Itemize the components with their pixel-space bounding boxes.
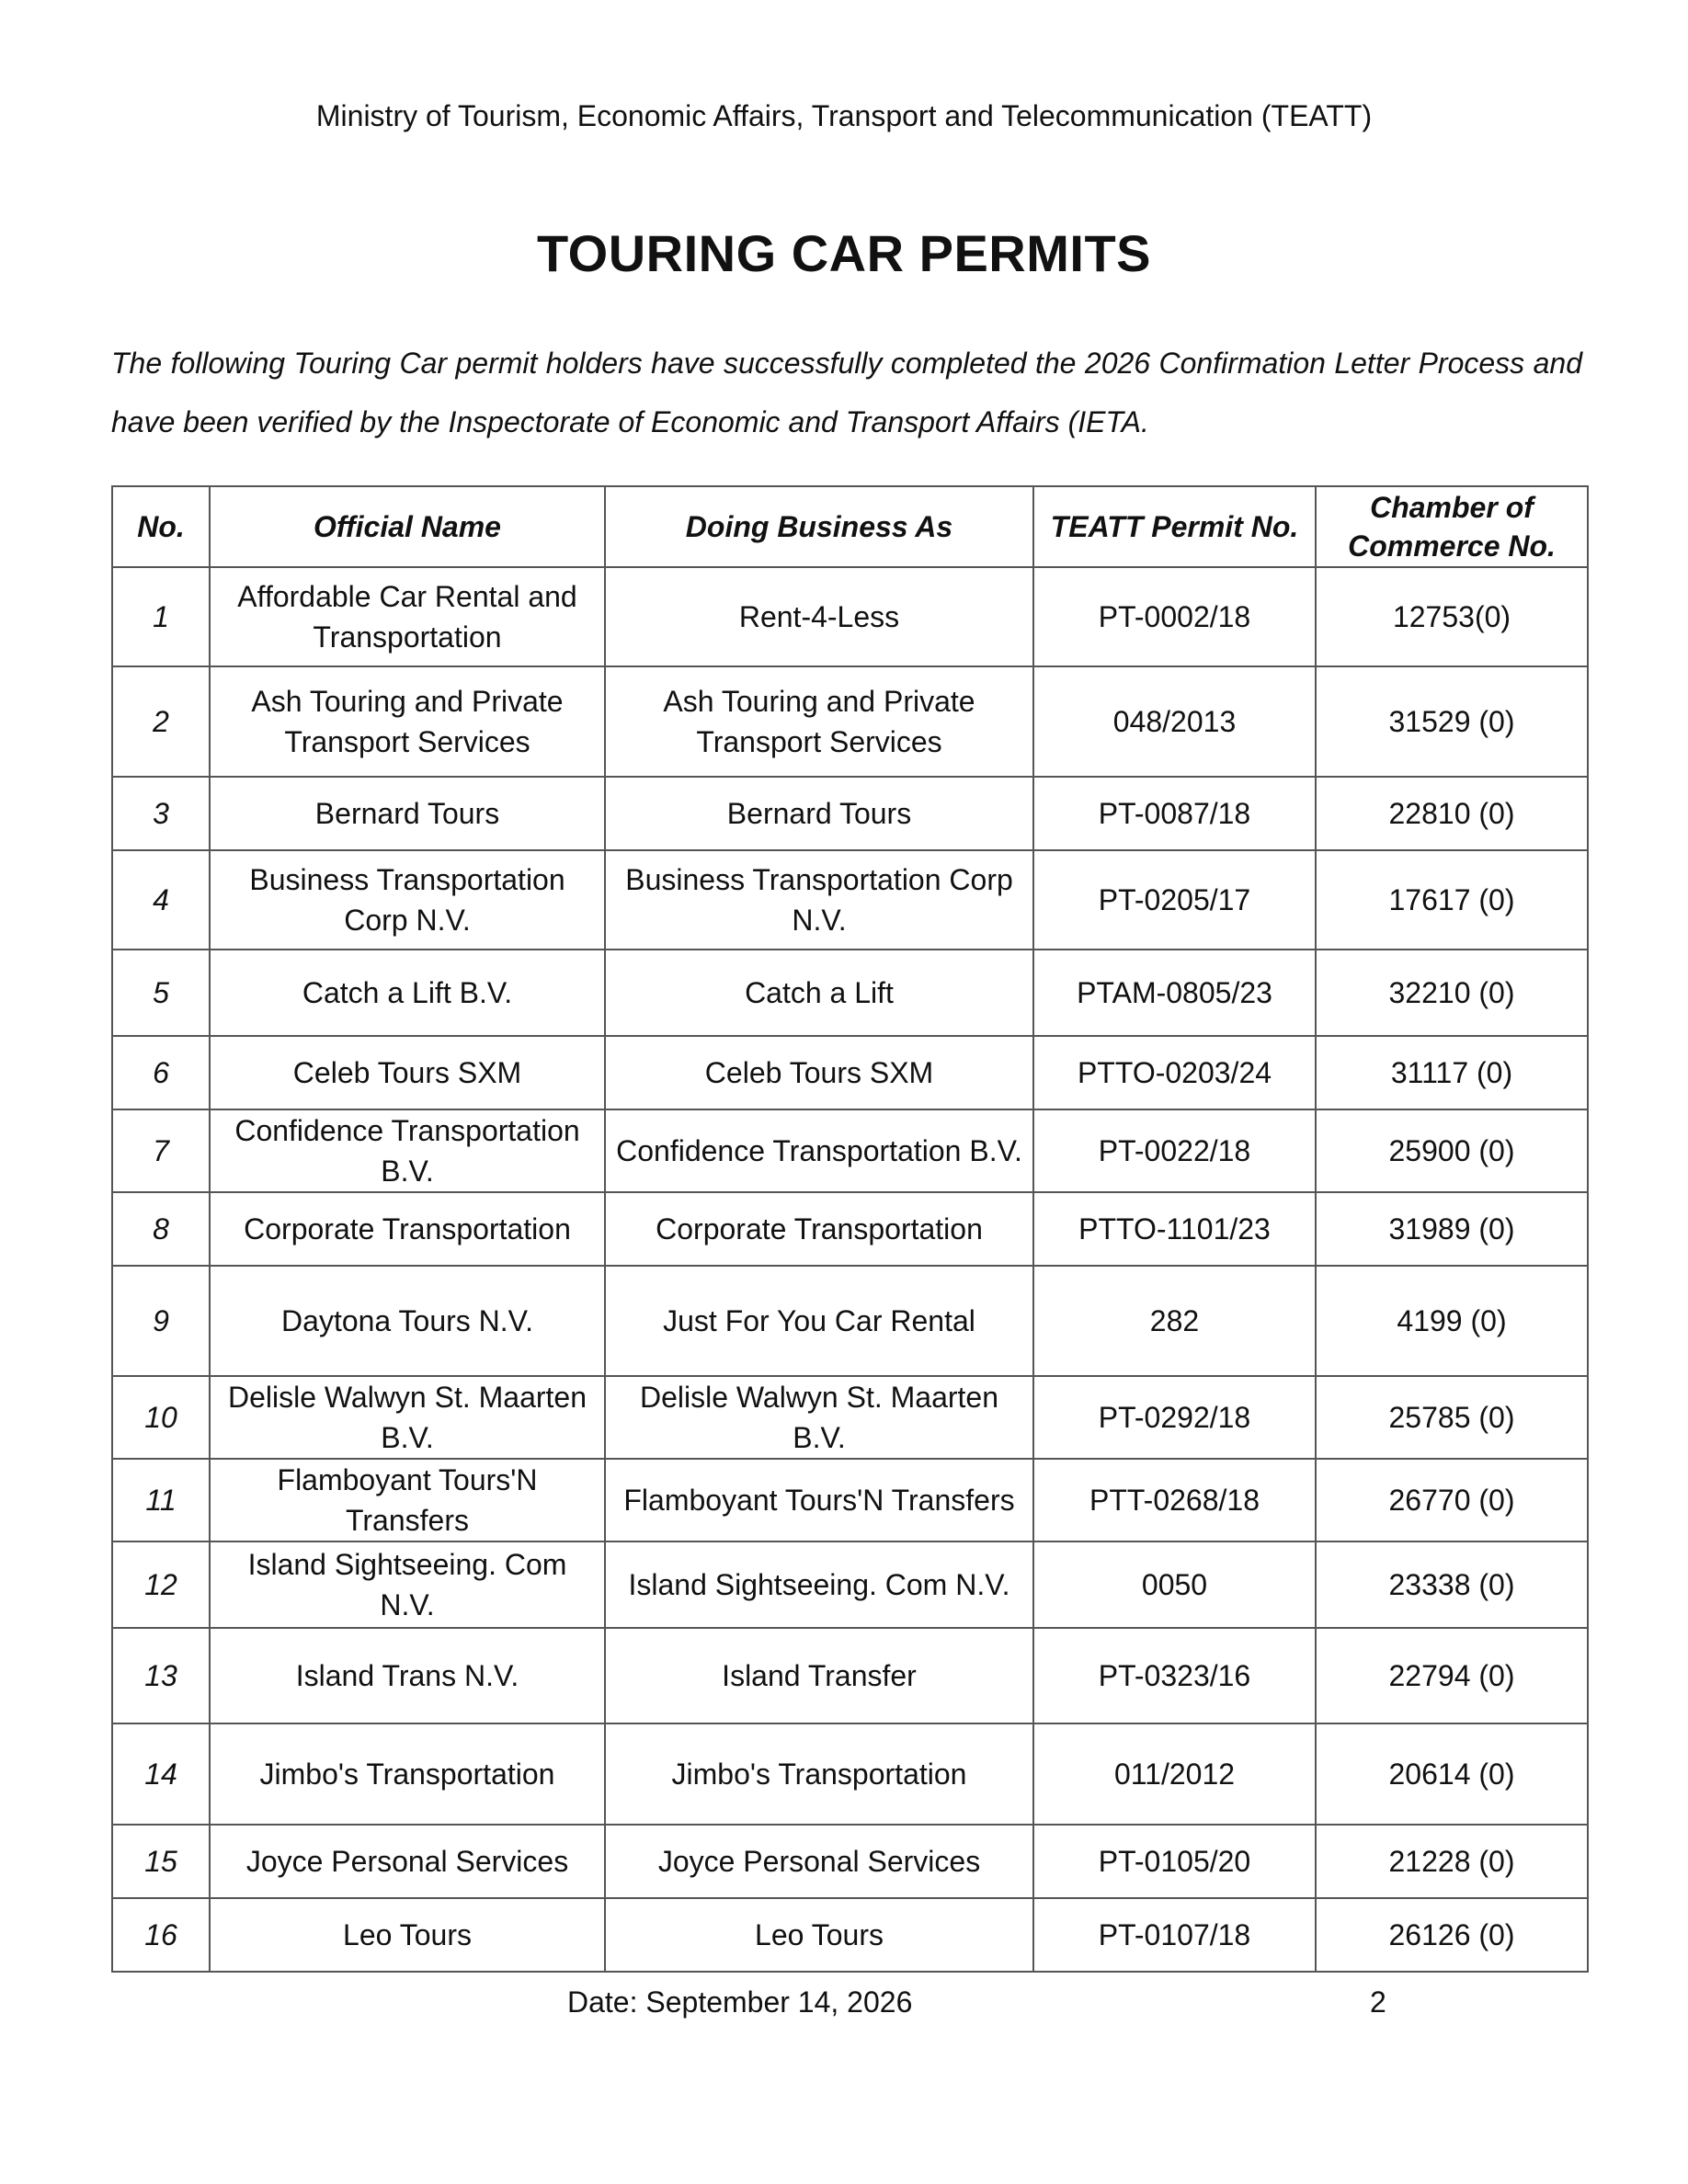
- table-row: [112, 1541, 1588, 1628]
- doing-business-as-cell: Flamboyant Tours'N Transfers: [605, 1459, 1033, 1541]
- intro-paragraph: The following Touring Car permit holders have successfully completed the 2026 Confirmation Letter Process and have been verified by the Inspectorate of Economic and Transport Affairs (IETA.: [111, 347, 1582, 438]
- table-row: [112, 1898, 1588, 1972]
- permit-number-cell: PT-0323/16: [1033, 1628, 1316, 1723]
- chamber-of-commerce-cell: 31117 (0): [1316, 1036, 1588, 1109]
- column-header-teatt-permit-no: TEATT Permit No.: [1033, 486, 1316, 567]
- official-name-cell: Island Trans N.V.: [210, 1628, 605, 1723]
- row-number: 11: [112, 1459, 210, 1541]
- official-name-cell: Confidence Transportation B.V.: [210, 1109, 605, 1192]
- doing-business-as-cell: Ash Touring and Private Transport Services: [605, 666, 1033, 777]
- permit-number-cell: PT-0087/18: [1033, 777, 1316, 850]
- doing-business-as-cell: Island Transfer: [605, 1628, 1033, 1723]
- table-row: [112, 950, 1588, 1036]
- official-name-cell: Celeb Tours SXM: [210, 1036, 605, 1109]
- column-header-no: No.: [112, 486, 210, 567]
- page-title: TOURING CAR PERMITS: [536, 224, 1152, 282]
- permit-number-cell: PT-0105/20: [1033, 1825, 1316, 1898]
- table-row: [112, 1628, 1588, 1723]
- chamber-of-commerce-cell: 22810 (0): [1316, 777, 1588, 850]
- row-number: 8: [112, 1192, 210, 1266]
- official-name-cell: Delisle Walwyn St. Maarten B.V.: [210, 1376, 605, 1459]
- chamber-of-commerce-cell: 25785 (0): [1316, 1376, 1588, 1459]
- column-header-chamber-of-commerce-no: Chamber of Commerce No.: [1316, 486, 1588, 567]
- permit-number-cell: 282: [1033, 1266, 1316, 1376]
- table-row: [112, 1036, 1588, 1109]
- row-number: 1: [112, 567, 210, 666]
- chamber-of-commerce-cell: 25900 (0): [1316, 1109, 1588, 1192]
- table-row: [112, 567, 1588, 666]
- doing-business-as-cell: Confidence Transportation B.V.: [605, 1109, 1033, 1192]
- doing-business-as-cell: Joyce Personal Services: [605, 1825, 1033, 1898]
- row-number: 15: [112, 1825, 210, 1898]
- table-row: [112, 1266, 1588, 1376]
- table-row: [112, 1825, 1588, 1898]
- permit-number-cell: 011/2012: [1033, 1723, 1316, 1825]
- doing-business-as-cell: Bernard Tours: [605, 777, 1033, 850]
- permit-number-cell: PTT-0268/18: [1033, 1459, 1316, 1541]
- chamber-of-commerce-cell: 32210 (0): [1316, 950, 1588, 1036]
- doing-business-as-cell: Corporate Transportation: [605, 1192, 1033, 1266]
- row-number: 9: [112, 1266, 210, 1376]
- chamber-of-commerce-cell: 31529 (0): [1316, 666, 1588, 777]
- column-header-official-name: Official Name: [210, 486, 605, 567]
- permit-number-cell: PT-0205/17: [1033, 850, 1316, 950]
- official-name-cell: Bernard Tours: [210, 777, 605, 850]
- row-number: 5: [112, 950, 210, 1036]
- official-name-cell: Corporate Transportation: [210, 1192, 605, 1266]
- doing-business-as-cell: Business Transportation Corp N.V.: [605, 850, 1033, 950]
- doing-business-as-cell: Just For You Car Rental: [605, 1266, 1033, 1376]
- table-header-row: [112, 486, 1588, 567]
- table-row: [112, 1723, 1588, 1825]
- doing-business-as-cell: Leo Tours: [605, 1898, 1033, 1972]
- official-name-cell: Joyce Personal Services: [210, 1825, 605, 1898]
- table-row: [112, 1192, 1588, 1266]
- row-number: 3: [112, 777, 210, 850]
- chamber-of-commerce-cell: 21228 (0): [1316, 1825, 1588, 1898]
- permit-number-cell: PTTO-0203/24: [1033, 1036, 1316, 1109]
- ministry-header: Ministry of Tourism, Economic Affairs, Transport and Telecommunication (TEATT): [315, 99, 1373, 132]
- chamber-of-commerce-cell: 20614 (0): [1316, 1723, 1588, 1825]
- permit-number-cell: PTTO-1101/23: [1033, 1192, 1316, 1266]
- table-row: [112, 850, 1588, 950]
- official-name-cell: Catch a Lift B.V.: [210, 950, 605, 1036]
- doing-business-as-cell: Jimbo's Transportation: [605, 1723, 1033, 1825]
- official-name-cell: Business Transportation Corp N.V.: [210, 850, 605, 950]
- chamber-of-commerce-cell: 12753(0): [1316, 567, 1588, 666]
- row-number: 14: [112, 1723, 210, 1825]
- chamber-of-commerce-cell: 17617 (0): [1316, 850, 1588, 950]
- chamber-of-commerce-cell: 26770 (0): [1316, 1459, 1588, 1541]
- chamber-of-commerce-cell: 26126 (0): [1316, 1898, 1588, 1972]
- permits-table: [111, 485, 1589, 1973]
- official-name-cell: Flamboyant Tours'N Transfers: [210, 1459, 605, 1541]
- permit-number-cell: PT-0022/18: [1033, 1109, 1316, 1192]
- row-number: 6: [112, 1036, 210, 1109]
- permit-number-cell: 048/2013: [1033, 666, 1316, 777]
- row-number: 16: [112, 1898, 210, 1972]
- table-row: [112, 1109, 1588, 1192]
- official-name-cell: Leo Tours: [210, 1898, 605, 1972]
- table-row: [112, 666, 1588, 777]
- table-row: [112, 777, 1588, 850]
- row-number: 2: [112, 666, 210, 777]
- chamber-of-commerce-cell: 22794 (0): [1316, 1628, 1588, 1723]
- official-name-cell: Ash Touring and Private Transport Services: [210, 666, 605, 777]
- permit-number-cell: PT-0002/18: [1033, 567, 1316, 666]
- row-number: 7: [112, 1109, 210, 1192]
- page-number: 2: [1370, 1985, 1386, 2019]
- doing-business-as-cell: Rent-4-Less: [605, 567, 1033, 666]
- permit-number-cell: PT-0107/18: [1033, 1898, 1316, 1972]
- chamber-of-commerce-cell: 23338 (0): [1316, 1541, 1588, 1628]
- row-number: 4: [112, 850, 210, 950]
- row-number: 12: [112, 1541, 210, 1628]
- doing-business-as-cell: Catch a Lift: [605, 950, 1033, 1036]
- permit-number-cell: PTAM-0805/23: [1033, 950, 1316, 1036]
- official-name-cell: Affordable Car Rental and Transportation: [210, 567, 605, 666]
- official-name-cell: Island Sightseeing. Com N.V.: [210, 1541, 605, 1628]
- doing-business-as-cell: Celeb Tours SXM: [605, 1036, 1033, 1109]
- footer-date: Date: September 14, 2026: [567, 1985, 913, 2019]
- permit-number-cell: 0050: [1033, 1541, 1316, 1628]
- doing-business-as-cell: Island Sightseeing. Com N.V.: [605, 1541, 1033, 1628]
- permit-number-cell: PT-0292/18: [1033, 1376, 1316, 1459]
- row-number: 13: [112, 1628, 210, 1723]
- official-name-cell: Daytona Tours N.V.: [210, 1266, 605, 1376]
- row-number: 10: [112, 1376, 210, 1459]
- column-header-doing-business-as: Doing Business As: [605, 486, 1033, 567]
- table-row: [112, 1376, 1588, 1459]
- doing-business-as-cell: Delisle Walwyn St. Maarten B.V.: [605, 1376, 1033, 1459]
- chamber-of-commerce-cell: 4199 (0): [1316, 1266, 1588, 1376]
- table-row: [112, 1459, 1588, 1541]
- official-name-cell: Jimbo's Transportation: [210, 1723, 605, 1825]
- chamber-of-commerce-cell: 31989 (0): [1316, 1192, 1588, 1266]
